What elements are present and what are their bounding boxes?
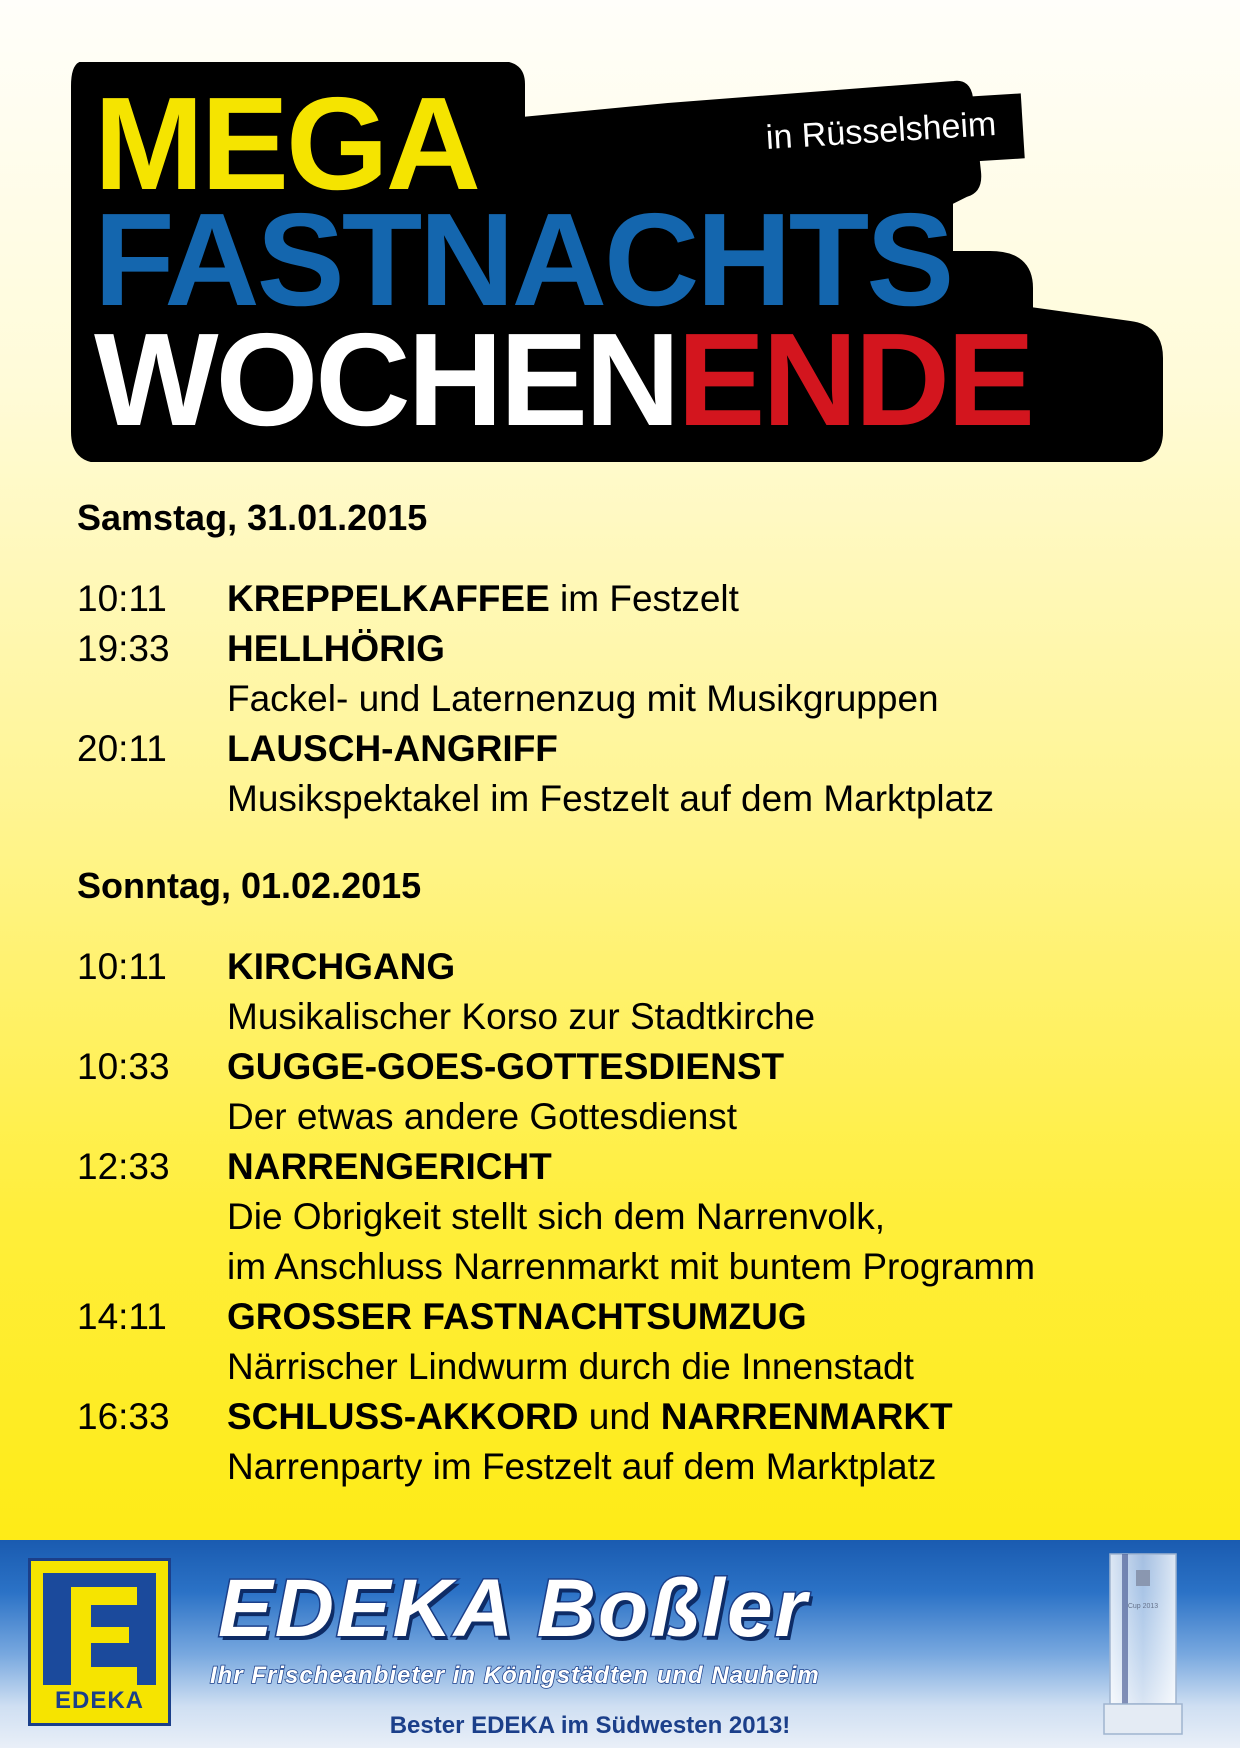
trophy-icon	[1100, 1550, 1186, 1738]
event-time: 10:11	[77, 946, 167, 987]
title-fastnachts: FASTNACHTS	[94, 186, 952, 333]
event-title-connector: und	[578, 1396, 661, 1437]
event-time: 12:33	[77, 1146, 170, 1187]
event-title-suffix: im Festzelt	[549, 578, 739, 619]
sponsor-footer	[0, 1540, 1240, 1748]
store-tagline: Ihr Frischeanbieter in Königstädten und Nauheim	[210, 1662, 820, 1689]
day-heading-sunday: Sonntag, 01.02.2015	[77, 865, 422, 906]
title-wochenende	[94, 306, 1033, 453]
event-item	[77, 942, 1177, 1042]
location-tag: in Rüsselsheim	[738, 93, 1024, 175]
schedule	[77, 497, 1177, 1492]
event-description: Der etwas andere Gottesdienst	[227, 1096, 738, 1137]
award-text: Bester EDEKA im Südwesten 2013!	[389, 1712, 791, 1739]
event-time: 16:33	[77, 1396, 170, 1437]
event-time: 19:33	[77, 628, 170, 669]
title-ende: ENDE	[677, 306, 1033, 453]
title-wochen: WOCHEN	[94, 306, 678, 453]
event-title: NARRENGERICHT	[227, 1146, 552, 1187]
day-heading-saturday: Samstag, 31.01.2015	[77, 497, 428, 538]
event-title: GUGGE-GOES-GOTTESDIENST	[227, 1046, 785, 1087]
store-name: EDEKA Boßler	[218, 1563, 809, 1654]
event-item	[77, 724, 1177, 824]
event-time: 10:11	[77, 578, 167, 619]
event-title: GROSSER FASTNACHTSUMZUG	[227, 1296, 807, 1337]
event-description: Die Obrigkeit stellt sich dem Narrenvolk,	[227, 1196, 885, 1237]
event-description: Musikalischer Korso zur Stadtkirche	[227, 996, 816, 1037]
event-item	[77, 1292, 1177, 1392]
saturday-events	[77, 574, 1177, 824]
event-title: KREPPELKAFFEE	[227, 578, 550, 619]
sunday-events	[77, 942, 1177, 1492]
event-description: Närrischer Lindwurm durch die Innenstadt	[227, 1346, 914, 1387]
edeka-logo-wordmark: EDEKA	[54, 1687, 144, 1714]
event-time: 20:11	[77, 728, 167, 769]
event-title: HELLHÖRIG	[227, 628, 445, 669]
event-description: Narrenparty im Festzelt auf dem Marktplatz	[227, 1446, 937, 1487]
event-time: 14:11	[77, 1296, 167, 1337]
event-title: SCHLUSS-AKKORD	[227, 1396, 579, 1437]
title-mega: MEGA	[94, 70, 478, 217]
event-item	[77, 624, 1177, 724]
event-description: Fackel- und Laternenzug mit Musikgruppen	[227, 678, 939, 719]
event-item	[77, 574, 1177, 624]
event-description-line2: im Anschluss Narrenmarkt mit buntem Programm	[227, 1246, 1036, 1287]
event-item	[77, 1142, 1177, 1292]
event-item	[77, 1392, 1177, 1492]
event-item	[77, 1042, 1177, 1142]
event-title-2: NARRENMARKT	[660, 1396, 953, 1437]
edeka-logo	[28, 1558, 171, 1726]
event-title: LAUSCH-ANGRIFF	[227, 728, 558, 769]
trophy-label: Cup 2013	[1127, 1603, 1159, 1610]
event-title: KIRCHGANG	[227, 946, 456, 987]
event-title-block	[70, 62, 1165, 462]
event-description: Musikspektakel im Festzelt auf dem Marktplatz	[227, 778, 994, 819]
event-time: 10:33	[77, 1046, 170, 1087]
